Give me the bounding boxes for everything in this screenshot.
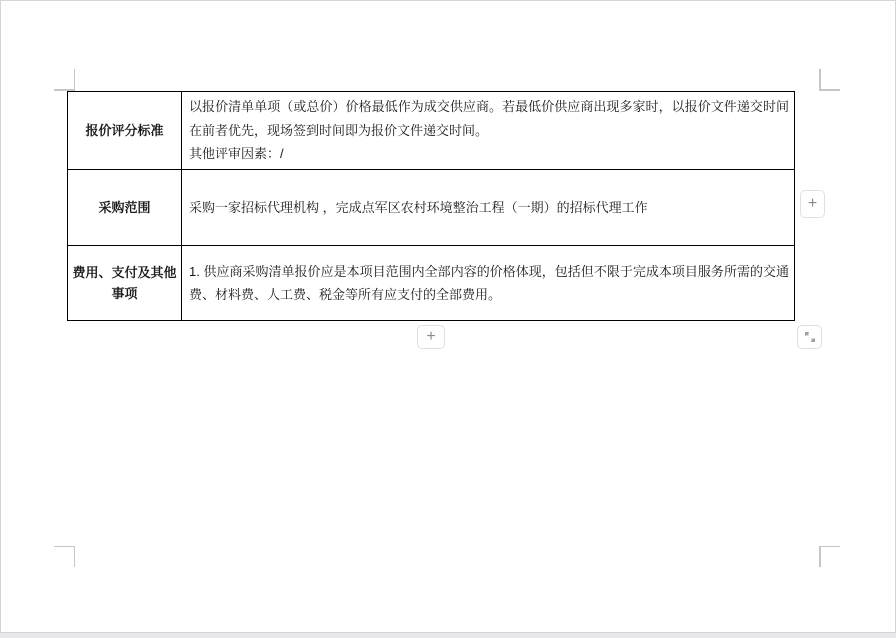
cell-paragraph[interactable]: 采购一家招标代理机构 ，完成点军区农村环境整治工程（一期）的招标代理工作 — [189, 199, 648, 215]
row-header-cell[interactable] — [68, 92, 182, 170]
table-row-procurement-scope — [68, 170, 795, 246]
margin-mark-top-right-vertical — [819, 69, 821, 90]
row-header-cell[interactable] — [68, 170, 182, 246]
margin-mark-bottom-right-vertical — [819, 546, 821, 567]
table-row-quote-criteria — [68, 92, 795, 170]
margin-mark-bottom-right-horizontal — [819, 546, 840, 548]
cell-paragraph[interactable]: 以报价清单单项（或总价）价格最低作为成交供应商。若最低价供应商出现多家时，以报价文件递交时间在前者优先，现场签到时间即为报价文件递交时间。 — [189, 99, 789, 138]
cell-paragraph[interactable]: 其他评审因素：/ — [189, 146, 284, 162]
table-row-fees-payment — [68, 246, 795, 321]
margin-mark-bottom-left-vertical — [74, 546, 76, 567]
add-row-button[interactable] — [417, 325, 445, 349]
row-header-text: 费用、支付及其他事项 — [72, 265, 177, 301]
canvas-background-strip — [0, 633, 896, 638]
expand-resize-icon — [804, 331, 816, 343]
row-content-cell[interactable] — [182, 92, 795, 170]
margin-mark-top-left-vertical — [74, 69, 76, 90]
plus-icon: + — [807, 195, 818, 212]
document-table — [67, 91, 795, 321]
row-content-cell[interactable] — [182, 170, 795, 246]
row-header-text: 报价评分标准 — [85, 123, 164, 138]
row-header-text: 采购范围 — [98, 200, 151, 215]
plus-icon: + — [426, 328, 436, 345]
table-resize-button[interactable] — [797, 325, 822, 349]
margin-mark-bottom-left-horizontal — [54, 546, 75, 548]
add-column-button[interactable] — [800, 190, 825, 218]
margin-mark-top-right-horizontal — [819, 89, 840, 91]
row-content-cell[interactable] — [182, 246, 795, 321]
row-header-cell[interactable] — [68, 246, 182, 321]
cell-paragraph[interactable]: 1. 供应商采购清单报价应是本项目范围内全部内容的价格体现，包括但不限于完成本项目服务所需的交通费、材料费、人工费、税金等所有应支付的全部费用。 — [189, 263, 789, 302]
